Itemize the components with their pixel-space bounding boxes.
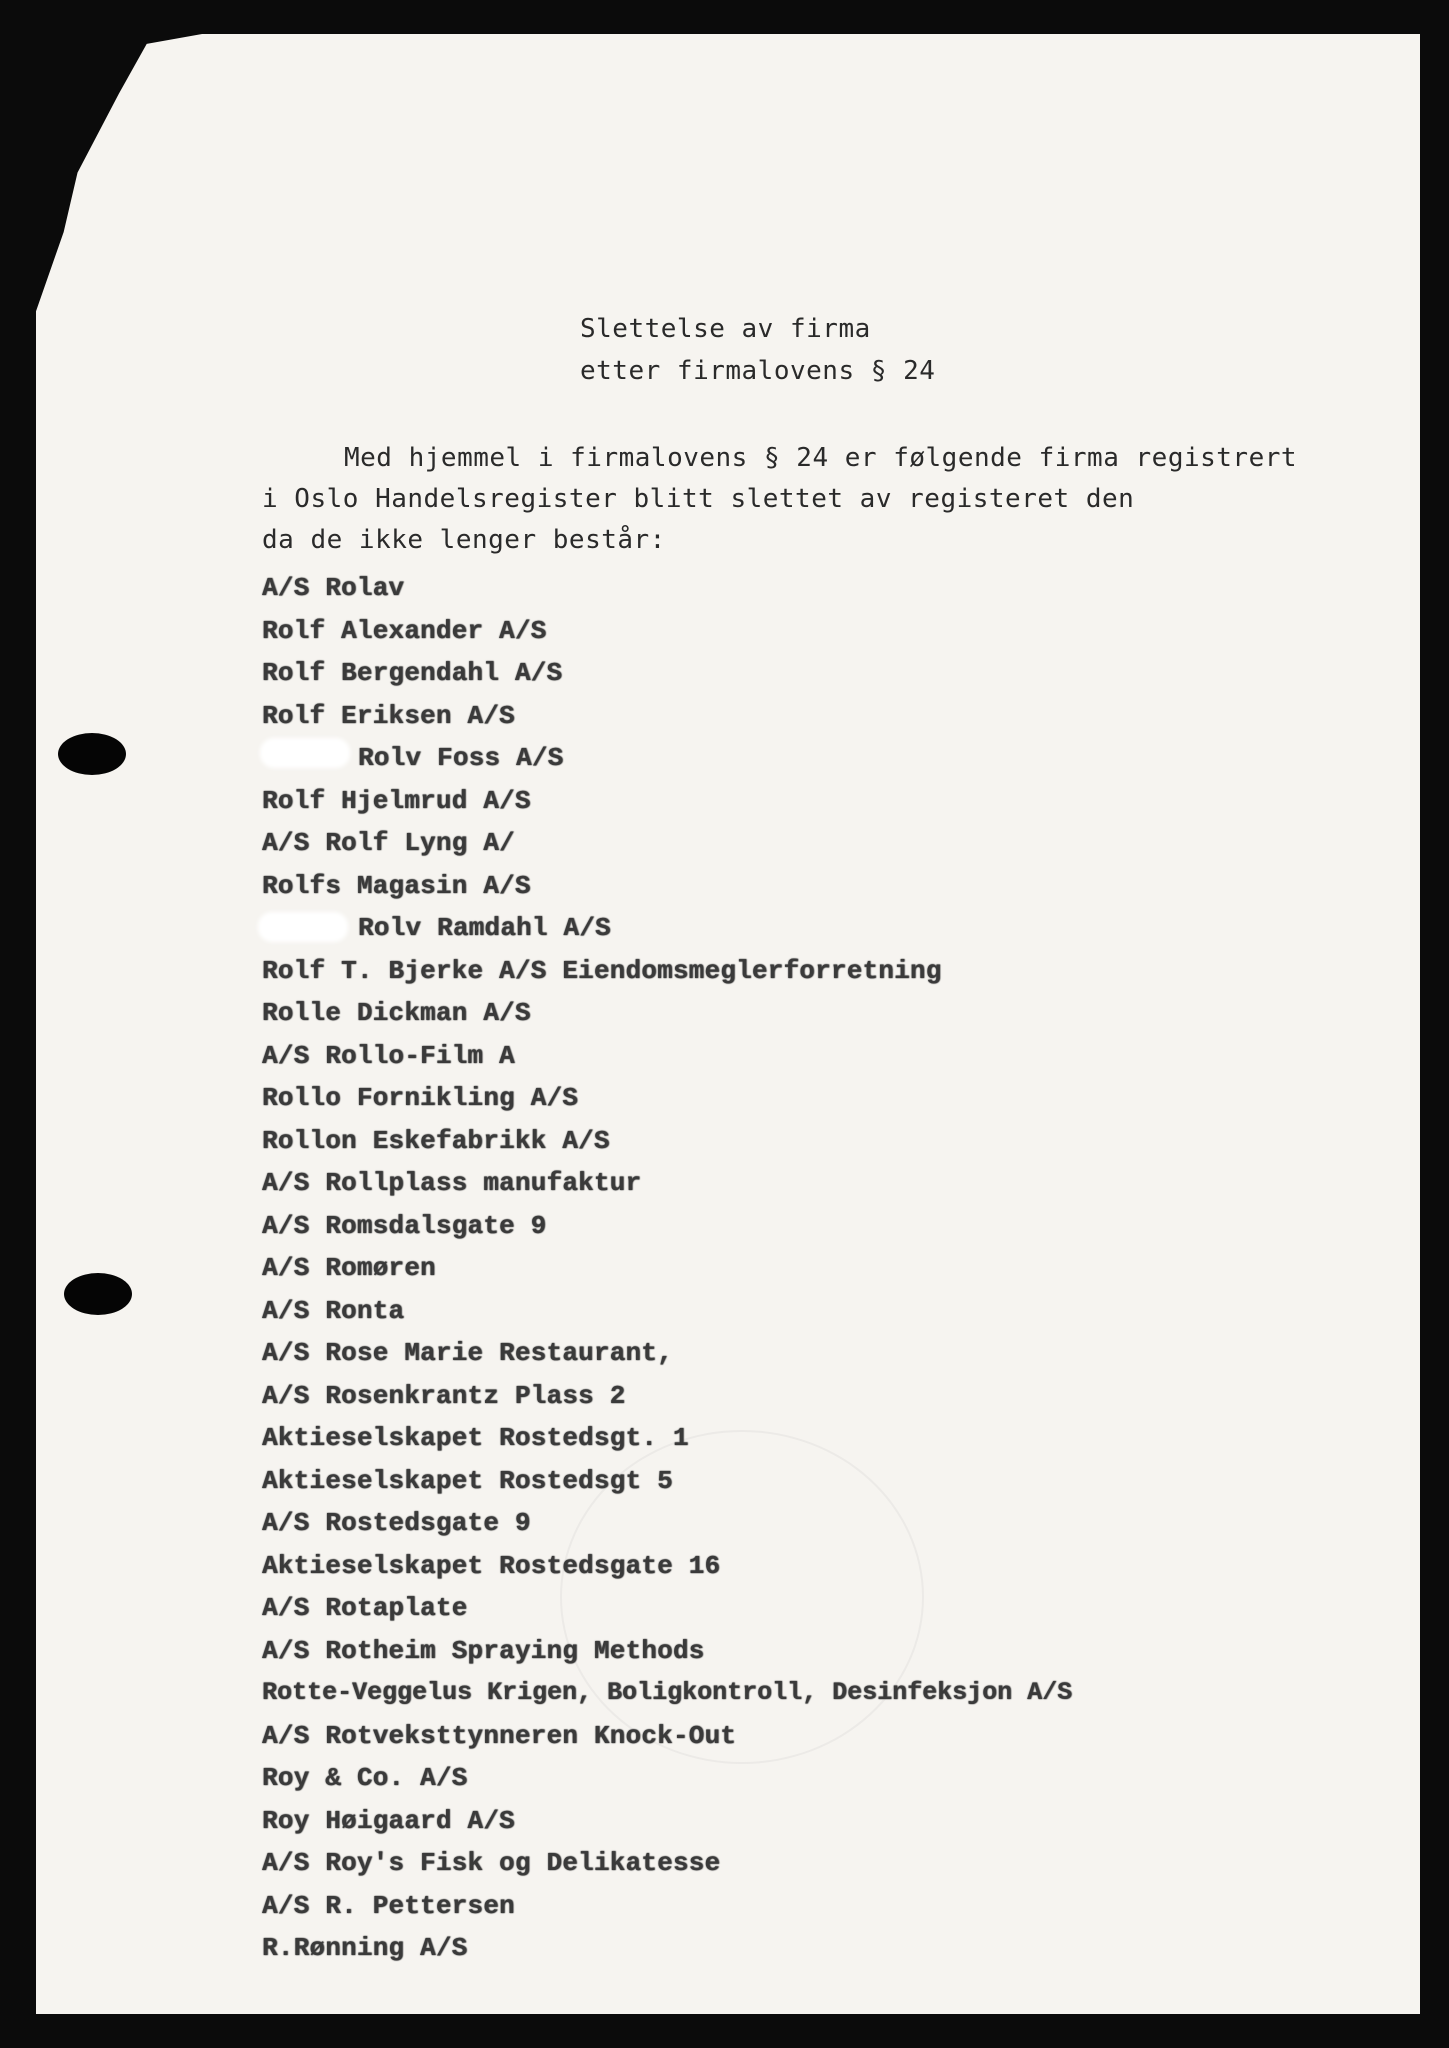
firm-entry: A/S Rotaplate [262,1593,468,1623]
intro-line: da de ikke lenger består: [262,525,666,555]
punch-hole [64,1273,132,1315]
heading-line: Slettelse av firma [580,314,871,344]
document-heading [580,308,935,392]
firm-entry: Aktieselskapet Rostedsgt. 1 [262,1423,689,1453]
intro-paragraph [262,438,1297,561]
firm-entry: Rotte-Veggelus Krigen, Boligkontroll, Desinfeksjon A/S [262,1678,1073,1707]
firm-entry: A/S Ronta [262,1295,405,1326]
firm-entry: A/S Romsdalsgate 9 [262,1210,547,1241]
intro-line: i Oslo Handelsregister blitt slettet av registeret den [262,484,1135,514]
firm-entry: R.Rønning A/S [262,1933,468,1963]
firm-entry: Rolf Hjelmrud A/S [262,785,531,816]
firm-entry: A/S Rosenkrantz Plass 2 [262,1380,626,1411]
firm-entry: A/S Rolf Lyng A/ [262,828,515,858]
firm-entry: Rolf Bergendahl A/S [262,658,563,688]
heading-line: etter firmalovens § 24 [580,356,936,386]
redaction-mark [260,738,350,768]
firm-entry: A/S R. Pettersen [262,1890,515,1921]
firm-entry: Rolf Eriksen A/S [262,700,515,731]
firm-entry: Rolle Dickman A/S [262,998,531,1028]
intro-line: Med hjemmel i firmalovens § 24 er følgende firma registrert [344,443,1298,473]
firm-entry: A/S Rostedsgate 9 [262,1508,531,1538]
firm-entry: A/S Rotveksttynneren Knock-Out [262,1720,737,1751]
firm-entry: Rolf T. Bjerke A/S Eiendomsmeglerforretning [262,955,942,986]
firm-entry: A/S Rose Marie Restaurant, [262,1338,673,1368]
firm-entry: A/S Romøren [262,1253,436,1283]
firm-entry: A/S Roy's Fisk og Delikatesse [262,1848,721,1878]
firm-entry: A/S Rolav [262,573,405,603]
firm-entry: A/S Rotheim Spraying Methods [262,1635,705,1666]
redaction-mark [258,912,348,942]
deleted-firms-list [262,567,1072,1970]
firm-entry: Rollo Fornikling A/S [262,1083,579,1113]
firm-entry: Rollon Eskefabrikk A/S [262,1125,610,1156]
firm-entry: Rolf Alexander A/S [262,615,547,646]
firm-entry: Aktieselskapet Rostedsgate 16 [262,1550,721,1581]
firm-entry: Roy Høigaard A/S [262,1805,515,1836]
firm-entry: Rolfs Magasin A/S [262,870,531,901]
firm-entry: Rolv Ramdahl A/S [358,913,611,943]
firm-entry: A/S Rollo-Film A [262,1040,515,1071]
firm-entry: A/S Rollplass manufaktur [262,1168,642,1198]
firm-entry: Rolv Foss A/S [358,743,564,773]
firm-entry: Aktieselskapet Rostedsgt 5 [262,1465,673,1496]
punch-hole [58,733,126,775]
firm-entry: Roy & Co. A/S [262,1763,468,1793]
